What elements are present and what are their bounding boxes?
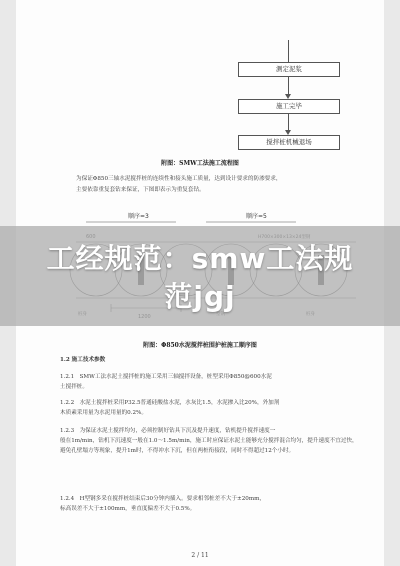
label-order-3: 顺序=3	[128, 213, 149, 220]
param-text: 为保证水泥土搅拌均匀，必须控制好钻具下沉及提升速度，钻机提升搅拌速度一	[79, 428, 276, 434]
param-cont: 土搅拌桩。	[60, 384, 88, 390]
flow-box-machine-exit: 搅拌桩机械退场	[238, 135, 340, 150]
flow-box-mud-test: 测定泥浆	[238, 62, 340, 77]
param-2	[60, 398, 360, 418]
param-4	[60, 494, 360, 514]
param-text: SMW工法水泥土搅拌桩的施工采用三轴搅拌设备，桩型采用Φ850@600水泥	[79, 374, 272, 380]
figure1-caption: 附图：SMW工法施工流程图	[161, 160, 239, 167]
param-number: 1.2.1	[60, 374, 75, 380]
intro-line-2: 主要依靠重复套钻来保证，下图即表示为重复套钻。	[76, 187, 205, 193]
param-cont: 般在1m/min，钻机下沉速度一般在1.0～1.5m/min，施工时应保证水泥土能够充分搅拌混合均匀，提升速度不宜过快，避免孔壁塌方等现象，提升1m时，不得冲水下沉，但在两桩衔接段，同时不得超过12个小时。	[60, 438, 358, 454]
label-order-5: 顺序=5	[246, 213, 267, 220]
param-number: 1.2.4	[60, 496, 75, 502]
page-number: 2 / 11	[191, 552, 209, 559]
overlay-title-line-1: 工经规范：smw工法规	[46, 242, 354, 275]
param-number: 1.2.3	[60, 428, 75, 434]
overlay-title-line-2: 范jgj	[164, 280, 236, 313]
param-text: H型钢多采在搅拌桩结束后30分钟内插入。要求相邻桩差不大于±20mm，	[79, 496, 266, 502]
param-text: 水泥土搅拌桩采用P32.5普通硅酸盐水泥，水灰比1.5，水泥掺入比20%，外加剂	[79, 400, 280, 406]
figure2-caption: 附图：Φ850水泥搅拌桩围护桩施工顺序图	[143, 342, 257, 349]
section-title: 1.2 施工技术参数	[60, 357, 106, 363]
overlay-title[interactable]	[0, 240, 400, 316]
intro-line-1: 为保证Φ850三轴水泥搅拌桩的连续性和接头施工质量，达到设计要求的防渗要求，	[76, 176, 282, 182]
param-cont: 标高误差不大于±100mm，垂直度偏差不大于0.5%。	[60, 506, 196, 512]
param-1	[60, 372, 360, 392]
flow-line	[288, 40, 289, 62]
flow-box-construction-complete: 施工完毕	[238, 99, 340, 114]
param-number: 1.2.2	[60, 400, 75, 406]
param-cont: 木质素采用量为水泥用量的0.2%。	[60, 410, 147, 416]
param-3	[60, 426, 360, 456]
